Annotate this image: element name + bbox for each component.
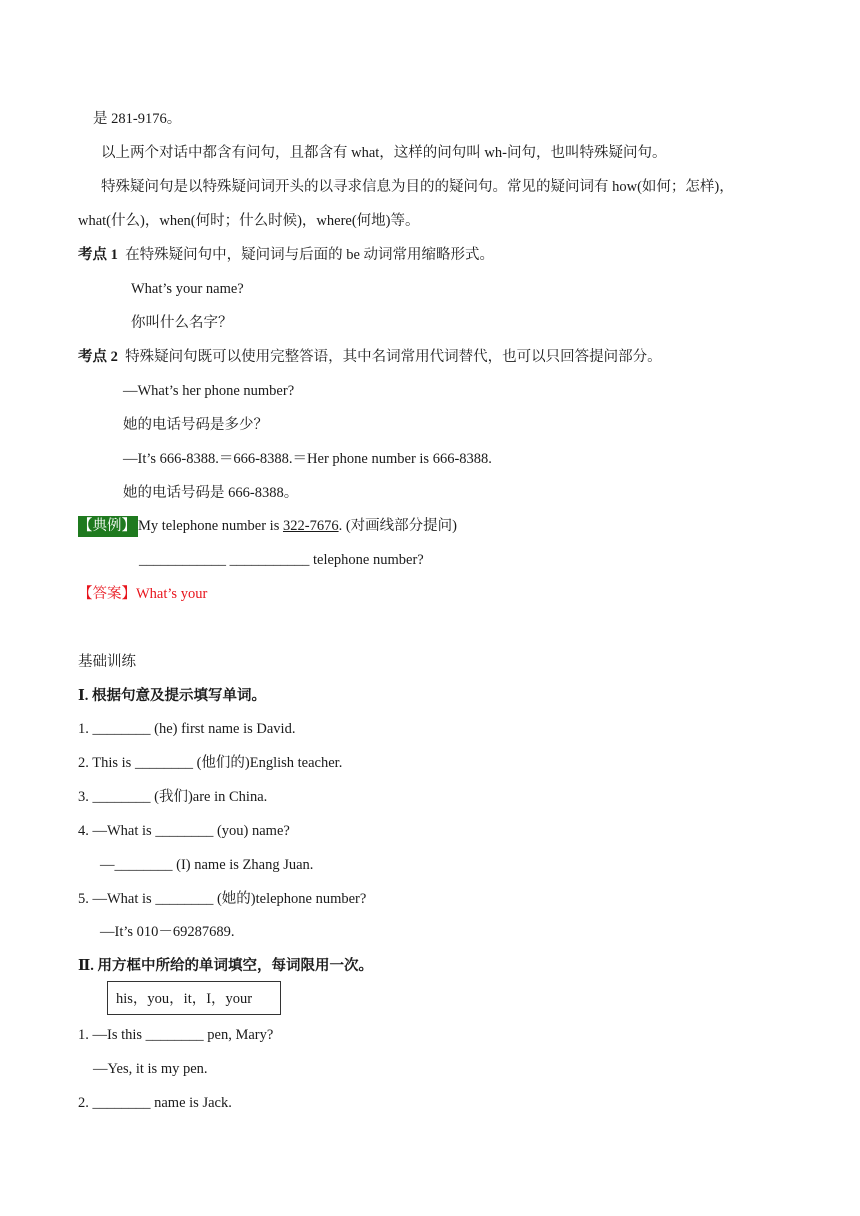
s1-item-5-reply: —It’s 010－69287689. xyxy=(100,924,235,940)
s1-item-1: 1. ________ (he) first name is David. xyxy=(78,721,296,737)
answer-tag: 【答案】 xyxy=(78,586,136,602)
s1-item-5: 5. —What is ________ (她的)telephone number? xyxy=(78,891,367,907)
s1-item-3: 3. ________ (我们)are in China. xyxy=(78,789,268,805)
example-tag: 【典例】 xyxy=(78,516,138,537)
point-1-label: 考点 1 xyxy=(78,247,118,263)
point-2-text: 特殊疑问句既可以使用完整答语，其中名词常用代词替代，也可以只回答提问部分。 xyxy=(125,349,662,365)
example-blank-line: ____________ ___________ telephone number? xyxy=(139,552,424,568)
training-heading: 基础训练 xyxy=(78,654,136,670)
point-2-question-en: —What’s her phone number? xyxy=(123,383,295,399)
point-1-example-en: What’s your name? xyxy=(131,281,244,297)
point-1 xyxy=(78,245,494,265)
intro-line-1: 是 281-9176。 xyxy=(93,111,182,127)
point-2-question-zh: 她的电话号码是多少？ xyxy=(123,417,268,433)
point-1-example-zh: 你叫什么名字？ xyxy=(131,315,233,331)
s1-item-4: 4. —What is ________ (you) name? xyxy=(78,823,290,839)
example-underlined-number: 322-7676 xyxy=(282,518,339,534)
example-text-before: My telephone number is xyxy=(138,518,283,534)
s2-item-1-reply: —Yes, it is my pen. xyxy=(93,1061,208,1077)
point-2-answer-en: —It’s 666-8388.＝666-8388.＝Her phone number is 666-8388. xyxy=(123,451,492,467)
point-2-answer-zh: 她的电话号码是 666-8388。 xyxy=(123,485,299,501)
word-box: his，you，it，I，your xyxy=(107,981,281,1015)
point-2-label: 考点 2 xyxy=(78,349,118,365)
s1-item-4-reply: —________ (I) name is Zhang Juan. xyxy=(100,857,314,873)
point-2 xyxy=(78,347,662,367)
example-text-after: . (对画线部分提问) xyxy=(338,518,457,534)
intro-line-4: what(什么)，when(何时；什么时候)，where(何地)等。 xyxy=(78,213,420,229)
section-2-title: Ⅱ. 用方框中所给的单词填空，每词限用一次。 xyxy=(78,958,373,974)
answer-text: What’s your xyxy=(136,586,208,602)
intro-line-2: 以上两个对话中都含有问句，且都含有 what，这样的问句叫 wh-问句，也叫特殊疑问句。 xyxy=(101,145,667,161)
example-line xyxy=(78,516,457,536)
answer-line xyxy=(78,584,207,604)
point-1-text: 在特殊疑问句中，疑问词与后面的 be 动词常用缩略形式。 xyxy=(125,247,495,263)
s2-item-1: 1. —Is this ________ pen, Mary? xyxy=(78,1027,274,1043)
section-1-title: Ⅰ. 根据句意及提示填写单词。 xyxy=(78,688,267,704)
s2-item-2: 2. ________ name is Jack. xyxy=(78,1095,232,1111)
s1-item-2: 2. This is ________ (他们的)English teacher. xyxy=(78,755,343,771)
intro-line-3: 特殊疑问句是以特殊疑问词开头的以寻求信息为目的的疑问句。常见的疑问词有 how(如何；怎样)， xyxy=(101,179,734,195)
